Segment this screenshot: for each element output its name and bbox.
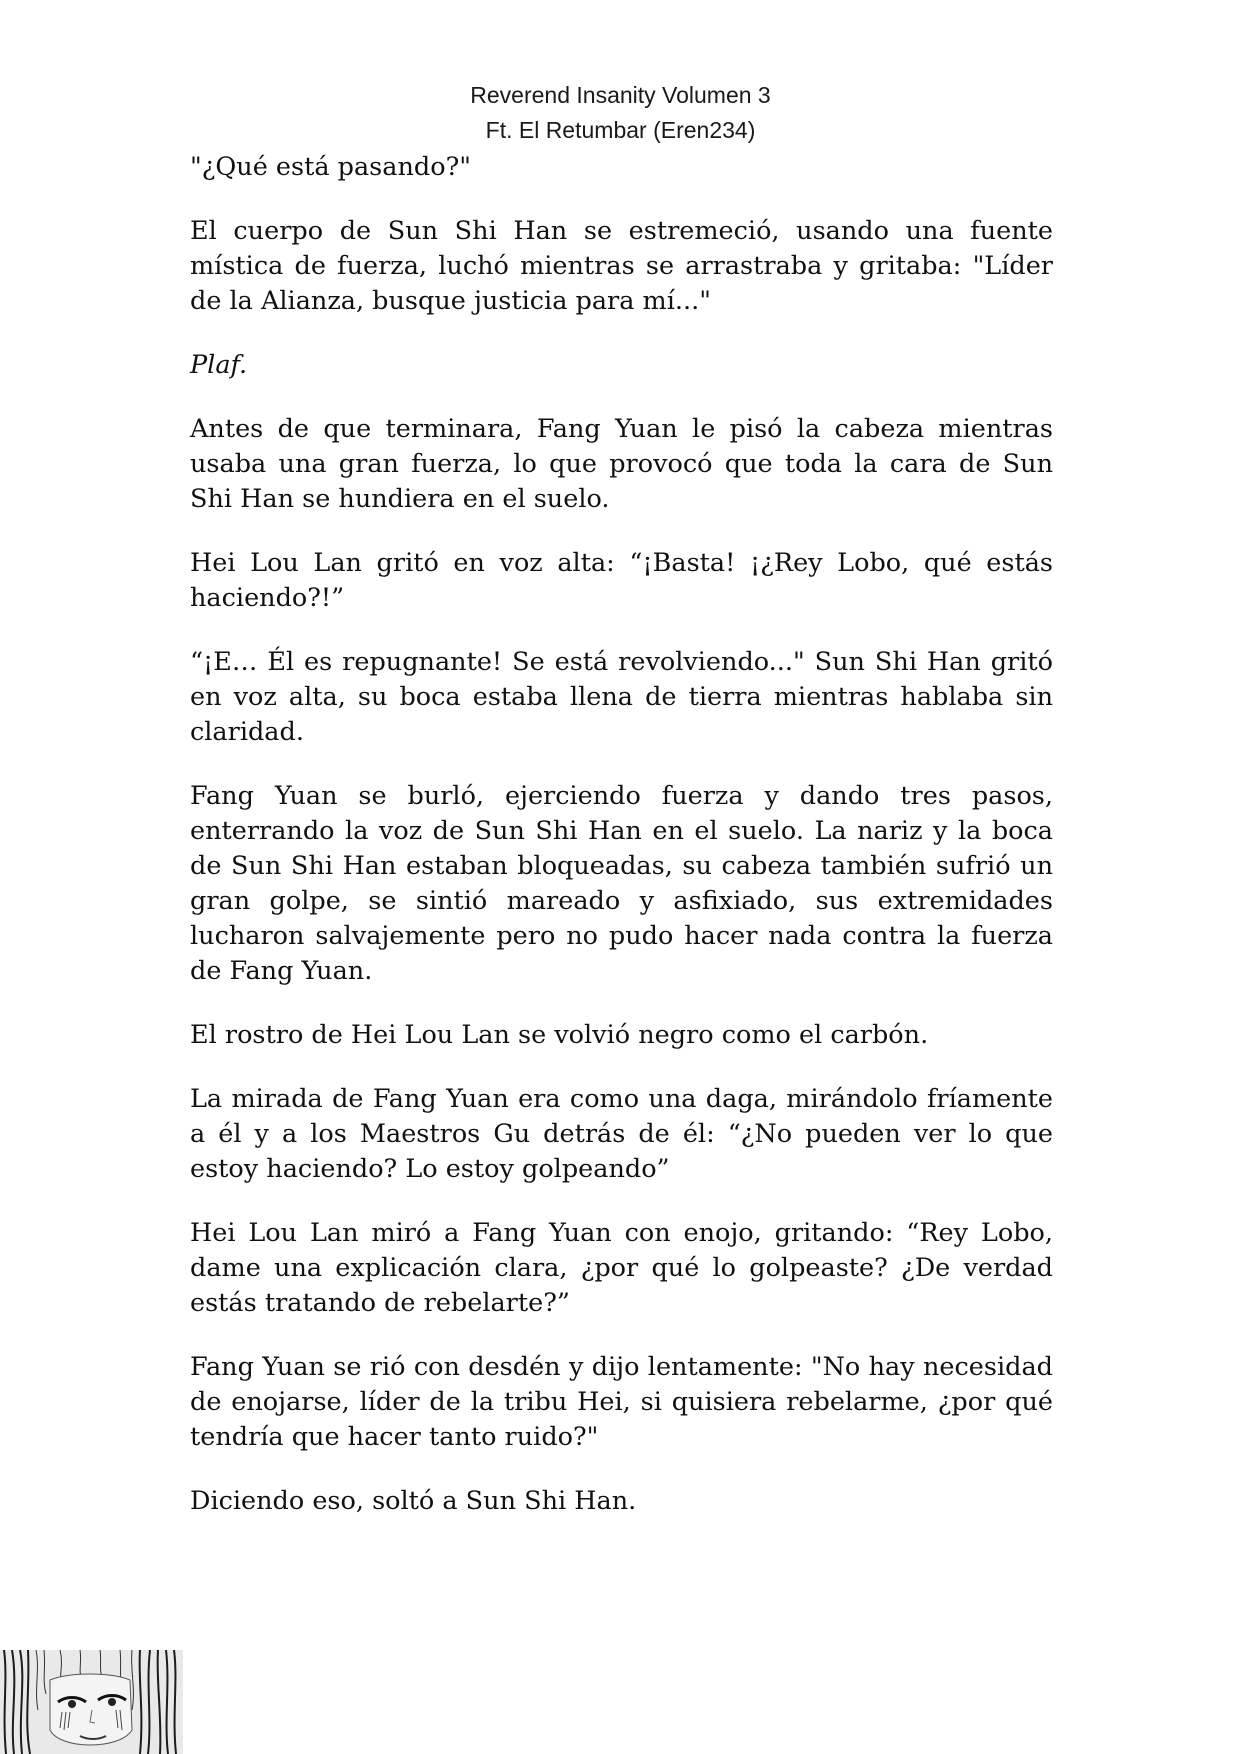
paragraph: “¡E… Él es repugnante! Se está revolviendo..." Sun Shi Han gritó en voz alta, su boca estaba llena de tierra mientras hablaba sin claridad. (190, 647, 1053, 747)
paragraph: La mirada de Fang Yuan era como una daga, mirándolo fríamente a él y a los Maestros Gu detrás de él: “¿No pueden ver lo que estoy haciendo? Lo estoy golpeando” (190, 1084, 1053, 1184)
paragraph: Hei Lou Lan gritó en voz alta: “¡Basta! ¡¿Rey Lobo, qué estás haciendo?!” (190, 548, 1053, 613)
header-credit: Ft. El Retumbar (Eren234) (485, 117, 756, 143)
manga-portrait-icon (0, 1650, 183, 1754)
header-title: Reverend Insanity Volumen 3 (470, 82, 771, 108)
paragraph: Fang Yuan se rió con desdén y dijo lentamente: "No hay necesidad de enojarse, líder de la tribu Hei, si quisiera rebelarme, ¿por qué tendría que hacer tanto ruido?" (190, 1352, 1053, 1452)
paragraph: El rostro de Hei Lou Lan se volvió negro como el carbón. (190, 1020, 929, 1050)
paragraph: "¿Qué está pasando?" (190, 152, 471, 182)
paragraph: Diciendo eso, soltó a Sun Shi Han. (190, 1486, 637, 1516)
paragraph: Antes de que terminara, Fang Yuan le pisó la cabeza mientras usaba una gran fuerza, lo que provocó que toda la cara de Sun Shi Han se hundiera en el suelo. (190, 414, 1053, 514)
page-header (0, 78, 1241, 148)
paragraph-sound-effect: Plaf. (190, 350, 248, 380)
paragraph: El cuerpo de Sun Shi Han se estremeció, usando una fuente mística de fuerza, luchó mientras se arrastraba y gritaba: "Líder de la Alianza, busque justicia para mí..." (190, 216, 1053, 316)
paragraph: Fang Yuan se burló, ejerciendo fuerza y dando tres pasos, enterrando la voz de Sun Shi Han en el suelo. La nariz y la boca de Sun Shi Han estaban bloqueadas, su cabeza también sufrió un gran golpe, se sintió mareado y asfixiado, sus extremidades lucharon salvajemente pero no pudo hacer nada contra la fuerza de Fang Yuan. (190, 781, 1053, 986)
paragraph: Hei Lou Lan miró a Fang Yuan con enojo, gritando: “Rey Lobo, dame una explicación clara, ¿por qué lo golpeaste? ¿De verdad estás tratando de rebelarte?” (190, 1218, 1053, 1318)
document-body (190, 150, 1053, 1548)
